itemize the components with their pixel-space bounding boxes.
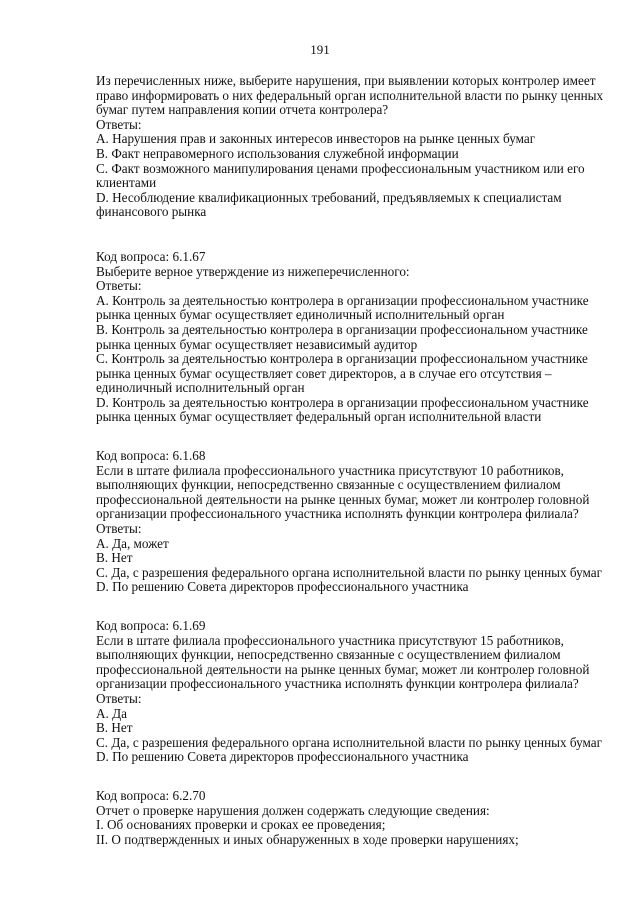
answer-option-c: C. Факт возможного манипулирования ценами профессиональным участником или его клиентами: [96, 160, 585, 191]
answer-option-c: C. Да, с разрешения федерального органа исполнительной власти по рынку ценных бумаг: [96, 564, 603, 580]
answer-option-d: D. По решению Совета директоров профессионального участника: [96, 749, 469, 765]
question-block: [96, 74, 606, 220]
answers-label: Ответы:: [96, 521, 142, 537]
answer-option-d: D. По решению Совета директоров профессионального участника: [96, 579, 469, 595]
question-block: [96, 250, 606, 425]
answer-option-c: C. Да, с разрешения федерального органа исполнительной власти по рынку ценных бумаг: [96, 734, 603, 750]
question-block: [96, 619, 606, 765]
answer-option-b: B. Нет: [96, 550, 133, 566]
answer-option-d: D. Несоблюдение квалификационных требований, предъявляемых к специалистам финансового рынка: [96, 189, 562, 220]
question-code: Код вопроса: 6.1.67: [96, 248, 206, 264]
question-text: Если в штате филиала профессионального участника присутствуют 10 работников, выполняющих функции, непосредственно связанные с осуществлением филиалом профессиональной деятельности на рынке ценных бумаг, может ли контролер головной организации профессионального участника исполнять функции контролера филиала?: [96, 462, 590, 522]
question-code: Код вопроса: 6.1.69: [96, 618, 206, 633]
page-content: [96, 74, 606, 847]
statement-item-1: I. Об основаниях проверки и сроках ее проведения;: [96, 817, 386, 833]
answer-option-a: A. Да, может: [96, 535, 169, 551]
answer-option-d: D. Контроль за деятельностью контролера в организации профессиональном участнике рынка ценных бумаг осуществляет федеральный орган исполнительной власти: [96, 394, 589, 425]
question-text: Отчет о проверке нарушения должен содержать следующие сведения:: [96, 802, 490, 818]
answers-label: Ответы:: [96, 690, 142, 706]
statement-item-2: II. О подтвержденных и иных обнаруженных в ходе проверки нарушениях;: [96, 831, 519, 847]
answer-option-a: A. Да: [96, 705, 127, 721]
question-text: Если в штате филиала профессионального участника присутствуют 15 работников, выполняющих функции, непосредственно связанные с осуществлением филиалом профессиональной деятельности на рынке ценных бумаг, может ли контролер головной организации профессионального участника исполнять функции контролера филиала?: [96, 632, 590, 692]
question-code: Код вопроса: 6.1.68: [96, 448, 206, 464]
answer-option-a: A. Нарушения прав и законных интересов инвесторов на рынке ценных бумаг: [96, 131, 536, 147]
answer-option-b: B. Факт неправомерного использования служебной информации: [96, 145, 459, 161]
answer-option-a: A. Контроль за деятельностью контролера в организации профессиональном участнике рынка ценных бумаг осуществляет единоличный исполнительный орган: [96, 292, 589, 323]
question-block: [96, 789, 606, 847]
question-block: [96, 449, 606, 595]
answer-option-b: B. Нет: [96, 720, 133, 736]
page-number: 191: [310, 42, 330, 57]
answer-option-c: C. Контроль за деятельностью контролера в организации профессиональном участнике рынка ценных бумаг осуществляет совет директоров, а в случае его отсутствия – единоличный исполнительный орган: [96, 351, 588, 396]
answers-label: Ответы:: [96, 116, 142, 132]
question-code: Код вопроса: 6.2.70: [96, 787, 206, 803]
question-text: Выберите верное утверждение из нижеперечисленного:: [96, 263, 410, 279]
answers-label: Ответы:: [96, 278, 142, 294]
answer-option-b: B. Контроль за деятельностью контролера в организации профессиональном участнике рынка ценных бумаг осуществляет независимый аудитор: [96, 321, 588, 352]
question-text: Из перечисленных ниже, выберите нарушения, при выявлении которых контролер имеет право информировать о них федеральный орган исполнительной власти по рынку ценных бумаг путем направления копии отчета контролера?: [96, 73, 604, 118]
